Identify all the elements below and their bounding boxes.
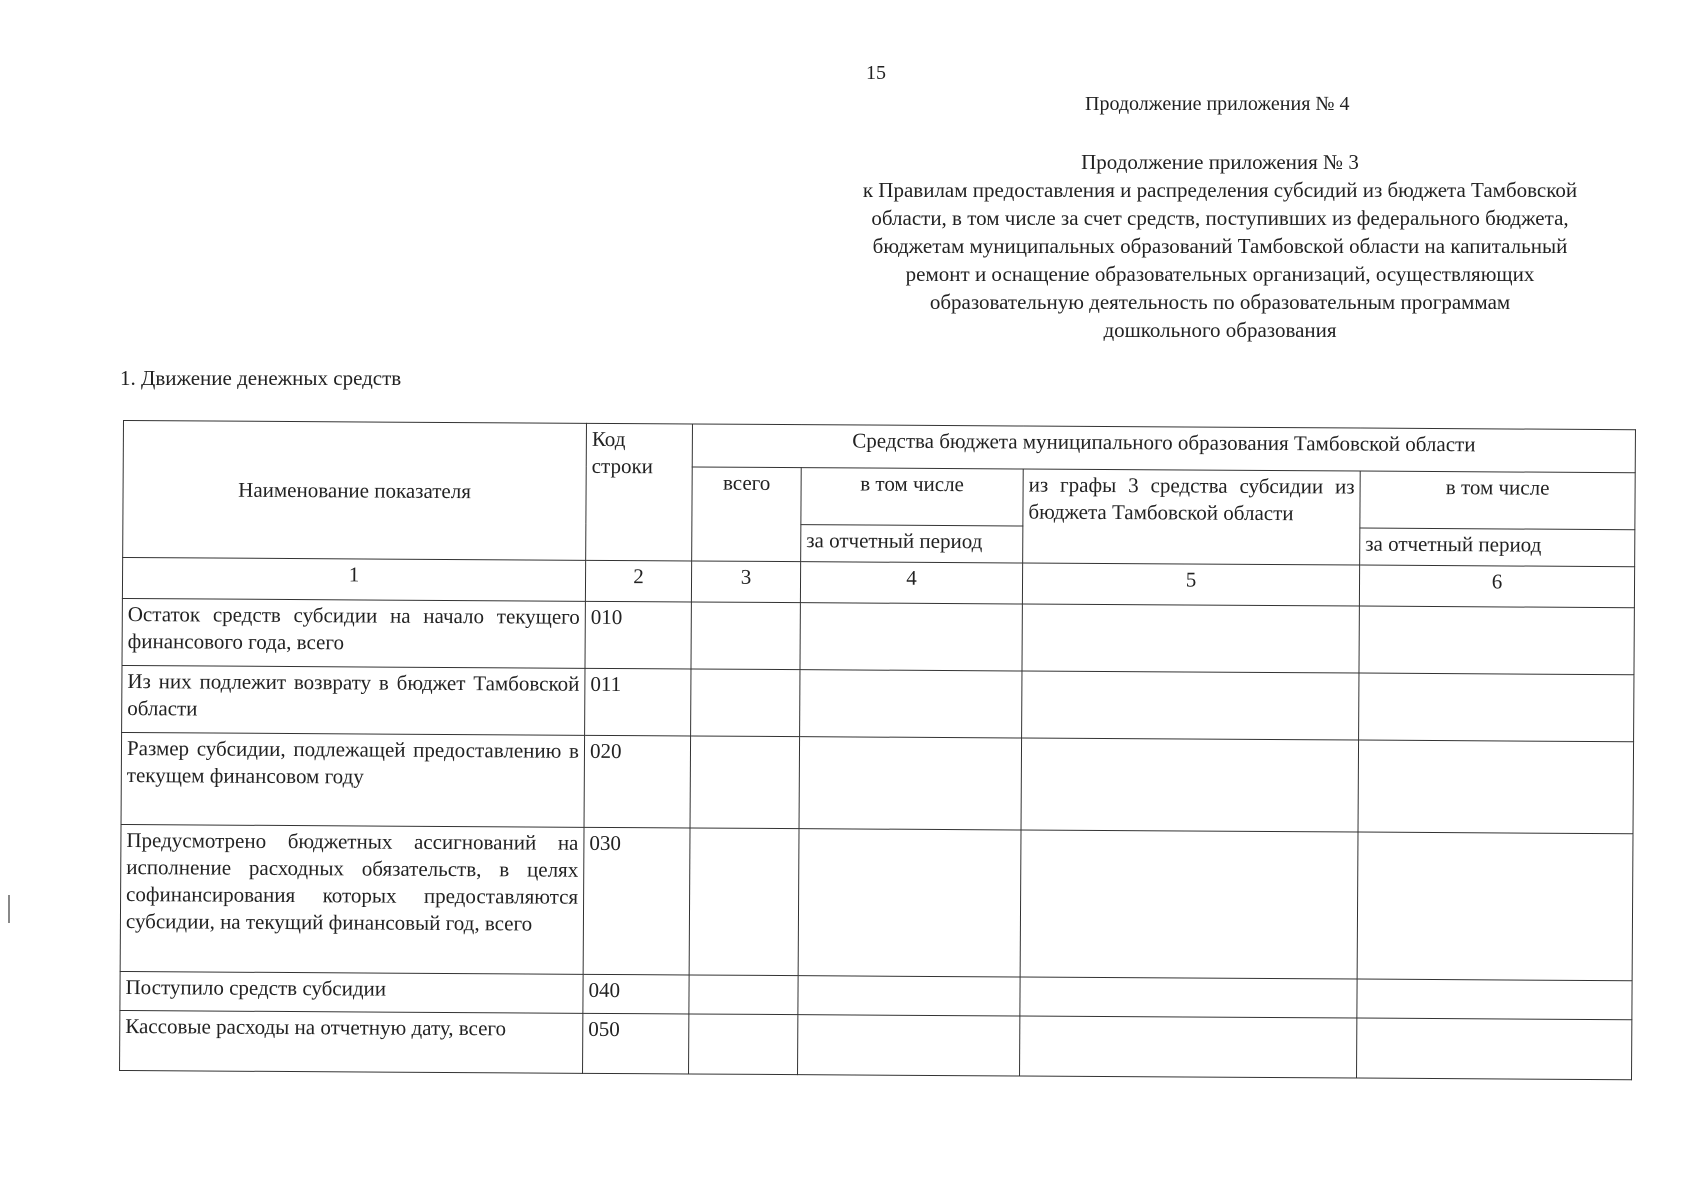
header-budget-group: Средства бюджета муниципального образования Тамбовской области: [692, 424, 1635, 473]
scan-margin-mark: [8, 895, 10, 923]
row-cell: [1022, 671, 1359, 740]
row-code: 030: [583, 827, 690, 975]
row-name: Предусмотрено бюджетных ассигнований на исполнение расходных обязательств, в целях софинансирования которых предоставляются субсидии, на текущий финансовый год, всего: [120, 824, 584, 974]
column-number: 6: [1359, 565, 1634, 608]
header-indicator: Наименование показателя: [123, 421, 587, 561]
table-row: [122, 665, 1634, 741]
row-name: Кассовые расходы на отчетную дату, всего: [120, 1010, 583, 1073]
column-number: 3: [691, 561, 800, 603]
row-cell: [1020, 830, 1358, 979]
header-including-2: в том числе: [1360, 471, 1635, 530]
row-cell: [689, 828, 799, 976]
row-cell: [1021, 738, 1359, 832]
page-number: 15: [866, 62, 886, 84]
header-including-1: в том числе: [801, 468, 1023, 526]
row-code: 010: [585, 601, 691, 669]
row-cell: [1022, 604, 1359, 673]
row-code: 011: [585, 668, 691, 736]
appendix3-line: ремонт и оснащение образовательных организаций, осуществляющих: [905, 262, 1535, 286]
appendix3-line: бюджетам муниципальных образований Тамбовской области на капитальный: [872, 234, 1568, 258]
row-cell: [690, 736, 800, 829]
appendix3-header: [800, 148, 1640, 344]
row-cell: [798, 829, 1021, 977]
row-cell: [798, 1015, 1020, 1076]
appendix3-line: области, в том числе за счет средств, поступивших из федерального бюджета,: [871, 206, 1569, 230]
row-code: 050: [583, 1013, 689, 1074]
row-cell: [1359, 673, 1634, 742]
header-period-2: за отчетный период: [1360, 528, 1635, 567]
table-row: [120, 1010, 1632, 1079]
column-number: 5: [1022, 563, 1359, 606]
row-cell: [1357, 1018, 1632, 1080]
cash-flow-table: [119, 420, 1636, 1080]
row-cell: [1357, 979, 1632, 1020]
row-cell: [691, 602, 800, 670]
row-name: Поступило средств субсидии: [120, 971, 583, 1013]
row-cell: [1357, 832, 1633, 981]
row-cell: [1359, 606, 1634, 675]
header-total: всего: [692, 467, 802, 562]
row-cell: [798, 976, 1020, 1016]
header-period-1: за отчетный период: [801, 525, 1023, 563]
header-subsidy: из графы 3 средства субсидии из бюджета Тамбовской области: [1023, 469, 1361, 565]
appendix4-note: Продолжение приложения № 4: [1085, 93, 1350, 115]
column-number: 4: [800, 562, 1022, 604]
appendix3-title: Продолжение приложения № 3: [1081, 150, 1359, 174]
row-code: 020: [584, 735, 691, 828]
row-cell: [800, 603, 1022, 671]
row-cell: [689, 975, 798, 1015]
column-number: 2: [585, 560, 691, 602]
table-row: [120, 824, 1633, 980]
row-cell: [800, 670, 1022, 738]
appendix3-line: дошкольного образования: [1103, 318, 1337, 342]
table-row: [121, 732, 1634, 833]
appendix3-line: образовательную деятельность по образовательным программам: [929, 290, 1511, 314]
row-name: Из них подлежит возврату в бюджет Тамбовской области: [122, 665, 585, 735]
row-cell: [799, 737, 1022, 830]
row-code: 040: [583, 974, 689, 1014]
section-title: 1. Движение денежных средств: [120, 366, 402, 390]
row-cell: [689, 1014, 798, 1075]
row-cell: [1358, 740, 1634, 834]
row-cell: [1020, 1016, 1357, 1078]
header-code: Код строки: [586, 423, 693, 561]
column-number: 1: [122, 558, 585, 602]
table-row: [122, 598, 1634, 674]
row-cell: [691, 669, 800, 737]
row-name: Остаток средств субсидии на начало текущего финансового года, всего: [122, 598, 585, 668]
row-cell: [1020, 977, 1357, 1018]
row-name: Размер субсидии, подлежащей предоставлению в текущем финансовом году: [121, 732, 585, 827]
appendix3-line: к Правилам предоставления и распределения субсидий из бюджета Тамбовской: [862, 178, 1578, 202]
